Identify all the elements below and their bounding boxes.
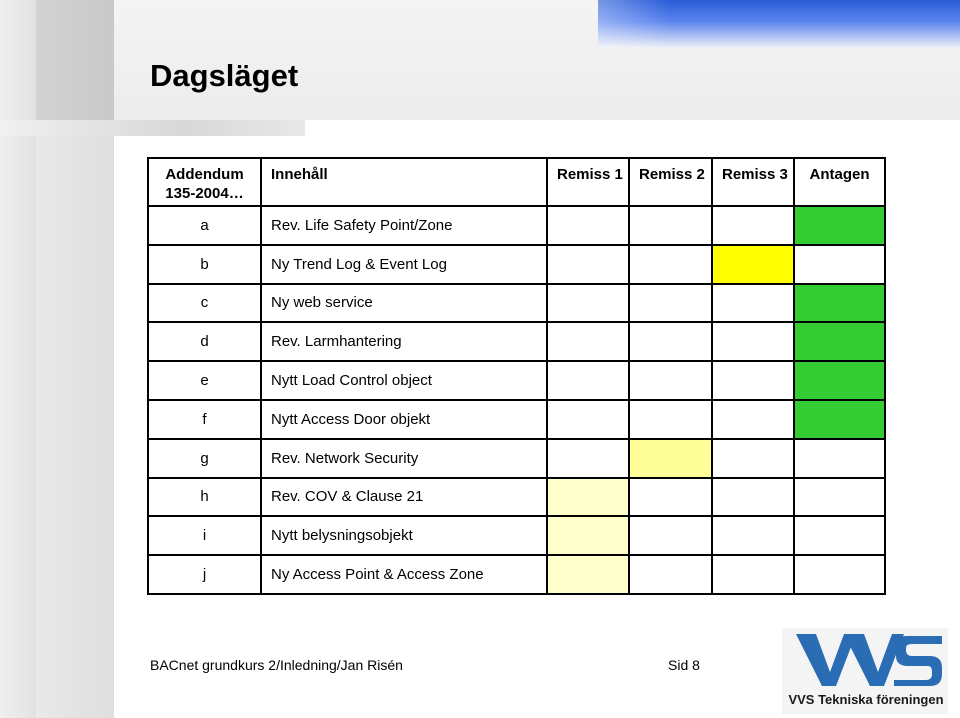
row-content: Nytt belysningsobjekt: [261, 516, 547, 555]
status-cell-remiss-2: [629, 516, 712, 555]
table-row: [148, 206, 885, 245]
header-addendum: Addendum 135-2004…: [148, 158, 261, 206]
header-remiss-3: Remiss 3: [712, 158, 794, 206]
status-cell-remiss-3: [712, 478, 794, 517]
page-title: Dagsläget: [150, 58, 299, 93]
row-content: Rev. Life Safety Point/Zone: [261, 206, 547, 245]
header-remiss-1: Remiss 1: [547, 158, 629, 206]
row-content: Rev. Larmhantering: [261, 322, 547, 361]
row-letter: g: [148, 439, 261, 478]
status-cell-remiss-3: [712, 400, 794, 439]
row-letter: j: [148, 555, 261, 594]
status-cell-antagen: [794, 245, 885, 284]
row-letter: d: [148, 322, 261, 361]
table-row: [148, 439, 885, 478]
row-content: Nytt Access Door objekt: [261, 400, 547, 439]
status-cell-antagen: [794, 478, 885, 517]
status-cell-antagen: [794, 555, 885, 594]
table-row: [148, 478, 885, 517]
status-table: [147, 157, 886, 595]
status-cell-remiss-2: [629, 400, 712, 439]
status-cell-remiss-2: [629, 245, 712, 284]
row-letter: c: [148, 284, 261, 323]
table-row: [148, 361, 885, 400]
status-cell-antagen: [794, 400, 885, 439]
status-cell-remiss-3: [712, 361, 794, 400]
status-cell-remiss-2: [629, 322, 712, 361]
header-remiss-2: Remiss 2: [629, 158, 712, 206]
status-cell-remiss-3: [712, 555, 794, 594]
status-cell-remiss-1: [547, 478, 629, 517]
status-cell-remiss-2: [629, 439, 712, 478]
row-content: Ny web service: [261, 284, 547, 323]
row-content: Ny Trend Log & Event Log: [261, 245, 547, 284]
status-cell-remiss-1: [547, 361, 629, 400]
row-letter: i: [148, 516, 261, 555]
status-cell-remiss-2: [629, 206, 712, 245]
status-cell-remiss-3: [712, 516, 794, 555]
background-band-left: [0, 0, 36, 718]
status-cell-remiss-1: [547, 439, 629, 478]
row-letter: h: [148, 478, 261, 517]
status-cell-remiss-2: [629, 284, 712, 323]
status-cell-remiss-1: [547, 400, 629, 439]
background-band-blue-fade: [598, 0, 960, 48]
status-cell-remiss-1: [547, 516, 629, 555]
status-cell-remiss-2: [629, 555, 712, 594]
logo-text: VVS Tekniska föreningen: [788, 692, 944, 707]
status-cell-remiss-3: [712, 439, 794, 478]
row-letter: b: [148, 245, 261, 284]
row-letter: e: [148, 361, 261, 400]
row-content: Nytt Load Control object: [261, 361, 547, 400]
page-number: Sid 8: [668, 657, 700, 673]
row-letter: a: [148, 206, 261, 245]
row-content: Rev. COV & Clause 21: [261, 478, 547, 517]
table-row: [148, 322, 885, 361]
status-cell-remiss-3: [712, 284, 794, 323]
status-cell-remiss-1: [547, 206, 629, 245]
row-content: Rev. Network Security: [261, 439, 547, 478]
status-cell-antagen: [794, 284, 885, 323]
status-cell-remiss-3: [712, 206, 794, 245]
header-content: Innehåll: [261, 158, 547, 206]
status-cell-antagen: [794, 439, 885, 478]
background-band-left-dark: [36, 0, 114, 130]
status-cell-antagen: [794, 361, 885, 400]
status-cell-remiss-1: [547, 555, 629, 594]
table-row: [148, 245, 885, 284]
status-cell-remiss-2: [629, 478, 712, 517]
status-cell-antagen: [794, 322, 885, 361]
background-band-left-lower: [36, 130, 114, 718]
status-cell-remiss-1: [547, 245, 629, 284]
status-cell-remiss-3: [712, 322, 794, 361]
header-antagen: Antagen: [794, 158, 885, 206]
table-body: [148, 206, 885, 594]
status-cell-remiss-2: [629, 361, 712, 400]
status-cell-remiss-1: [547, 284, 629, 323]
status-cell-antagen: [794, 516, 885, 555]
row-content: Ny Access Point & Access Zone: [261, 555, 547, 594]
status-cell-antagen: [794, 206, 885, 245]
background-band-horizontal: [0, 120, 305, 136]
table-row: [148, 555, 885, 594]
footer-text: BACnet grundkurs 2/Inledning/Jan Risén: [150, 657, 403, 673]
status-cell-remiss-3: [712, 245, 794, 284]
table-row: [148, 400, 885, 439]
table-row: [148, 284, 885, 323]
status-cell-remiss-1: [547, 322, 629, 361]
row-letter: f: [148, 400, 261, 439]
table-row: [148, 516, 885, 555]
table-header-row: [148, 158, 885, 206]
